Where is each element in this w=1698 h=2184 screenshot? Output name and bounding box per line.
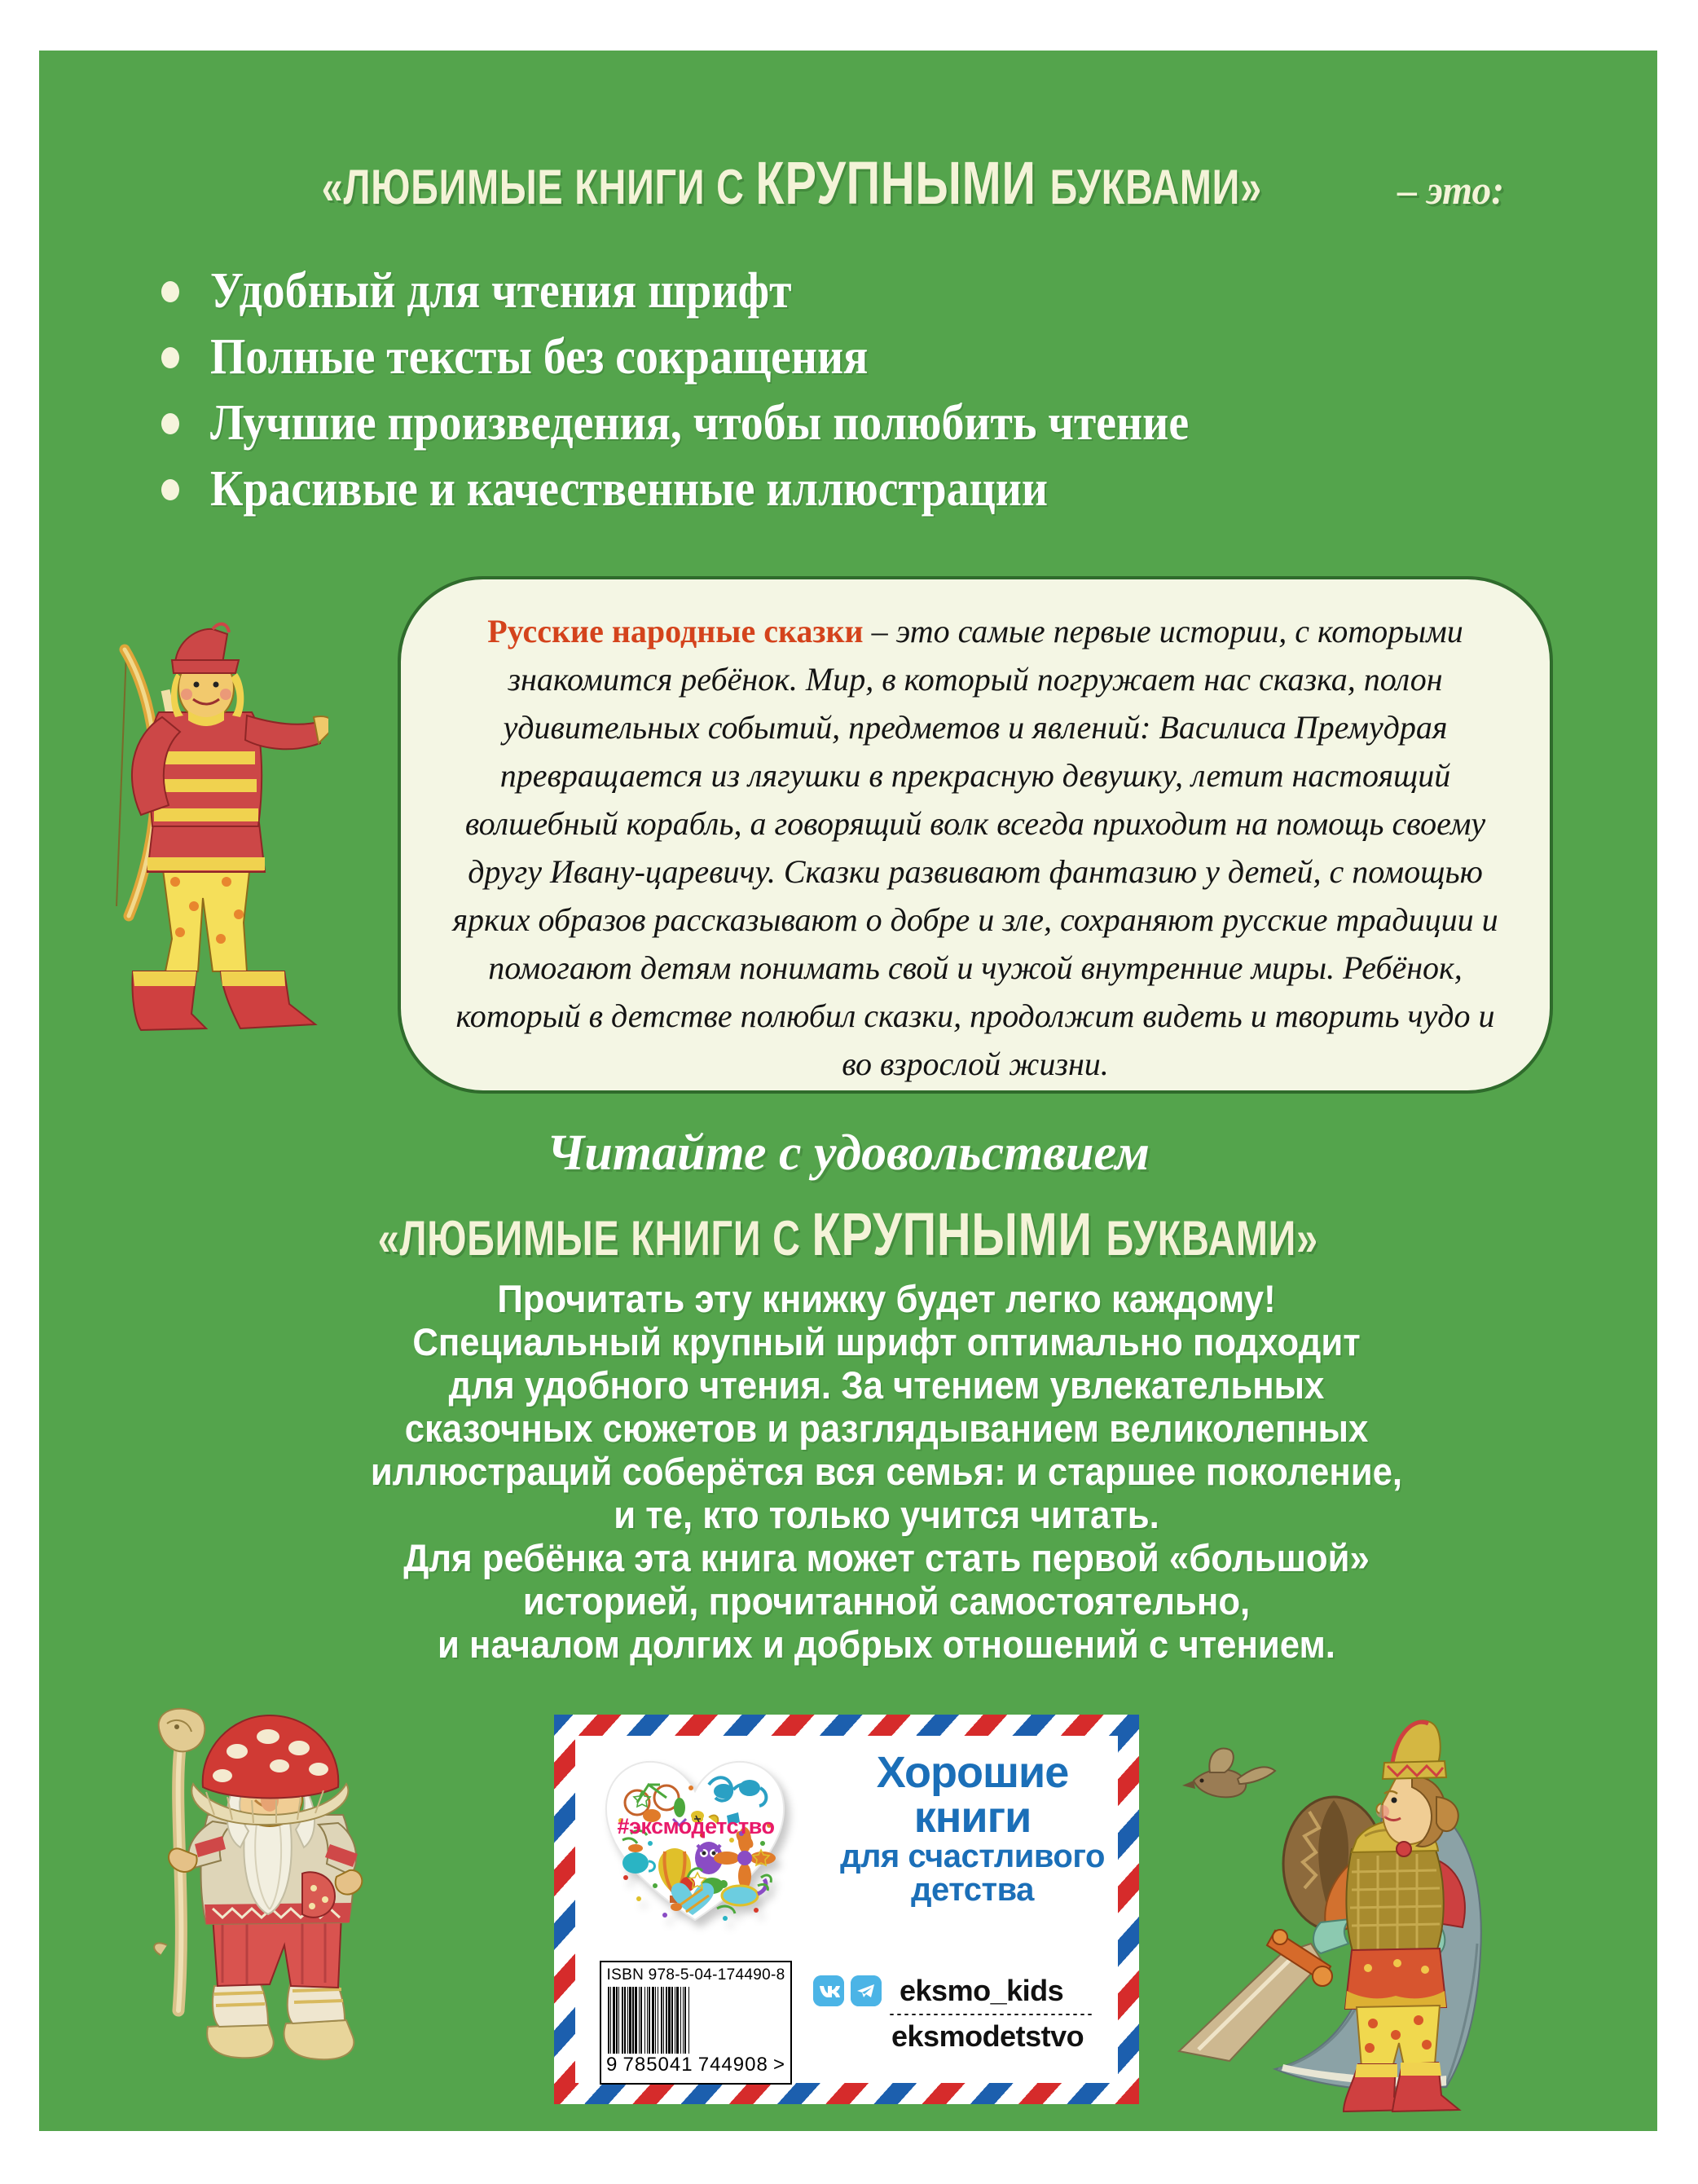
isbn-text: ISBN 978-5-04-174490-8 xyxy=(606,1966,785,1984)
description-text xyxy=(443,607,1507,1088)
blurb-line: Специальный крупный шрифт оптимально подходит xyxy=(412,1320,1361,1363)
bogatyr-warrior-with-sword-illustration xyxy=(1159,1709,1559,2131)
blurb-line: для удобного чтения. За чтением увлекательных xyxy=(448,1363,1325,1407)
blurb-line: и те, кто только учится читать. xyxy=(614,1493,1159,1536)
read-with-pleasure-line: Читайте с удовольствием xyxy=(547,1125,1150,1181)
description-lead: Русские народные сказки xyxy=(487,613,864,649)
list-item-label: Лучшие произведения, чтобы полюбить чтение xyxy=(210,395,1190,451)
barcode-digits xyxy=(606,2054,785,2076)
bullet-dot-icon xyxy=(161,413,179,434)
list-item-label: Красивые и качественные иллюстрации xyxy=(210,461,1049,517)
blurb-line: Прочитать эту книжку будет легко каждому! xyxy=(497,1277,1276,1320)
series-title-secondary xyxy=(39,1200,1657,1269)
slogan-line-3: для счастливого xyxy=(840,1838,1105,1875)
headline2-part2: БУКВАМИ xyxy=(1106,1211,1297,1266)
list-item xyxy=(161,456,1612,522)
flying-bird-illustration xyxy=(1182,1748,1275,1797)
headline2-part-big: КРУПНЫМИ xyxy=(812,1200,1106,1268)
eksmodetstvo-heart-sticker xyxy=(587,1744,805,1948)
vk-icon[interactable] xyxy=(813,1975,844,2006)
dotted-divider xyxy=(888,2013,1093,2016)
blurb-line: иллюстраций соберётся вся семья: и старшее поколение, xyxy=(370,1450,1403,1493)
blurb-line: сказочных сюжетов и разглядыванием великолепных xyxy=(404,1407,1369,1450)
headline-part-big: КРУПНЫМИ xyxy=(755,149,1051,217)
headline-quote-close: » xyxy=(1240,160,1263,214)
green-panel xyxy=(39,51,1657,2131)
headline-suffix: – это: xyxy=(1397,167,1505,213)
list-item-label: Полные тексты без сокращения xyxy=(210,329,869,385)
blurb-line: историей, прочитанной самостоятельно, xyxy=(522,1579,1251,1623)
description-card xyxy=(398,576,1553,1094)
barcode-digit-right: > xyxy=(772,2054,785,2076)
blurb-line: Для ребёнка эта книга может стать первой «большой» xyxy=(403,1536,1370,1579)
barcode-digits-1: 785041 xyxy=(622,2054,693,2076)
list-item xyxy=(161,324,1612,390)
list-item-label: Удобный для чтения шрифт xyxy=(210,263,792,319)
blurb-paragraph xyxy=(227,1277,1546,1666)
publisher-label xyxy=(554,1715,1139,2104)
feature-list xyxy=(161,258,1612,522)
barcode-digits-2: 744908 xyxy=(697,2054,768,2076)
social-handle-telegram[interactable]: eksmodetstvo xyxy=(891,2019,1084,2053)
publisher-slogan xyxy=(812,1750,1133,1907)
headline-part2: БУКВАМИ xyxy=(1050,160,1241,214)
bullet-dot-icon xyxy=(161,281,179,302)
headline2-quote-close: » xyxy=(1296,1211,1319,1266)
bullet-dot-icon xyxy=(161,347,179,368)
barcode-block xyxy=(600,1961,792,2085)
hashtag-label: #эксмодетство xyxy=(617,1814,775,1838)
blurb-line: и началом долгих и добрых отношений с чтением. xyxy=(438,1623,1335,1666)
mushroom-hat-forest-elder-illustration xyxy=(117,1701,394,2100)
headline-quote-open: « xyxy=(322,160,344,214)
barcode-bars xyxy=(608,1987,784,2054)
slogan-line-4: детства xyxy=(911,1871,1034,1908)
headline-part1: ЛЮБИМЫЕ КНИГИ С xyxy=(343,160,756,214)
social-block xyxy=(813,1974,1139,2054)
heart-icon xyxy=(601,1755,789,1925)
bullet-dot-icon xyxy=(161,479,179,500)
archer-with-bow-illustration xyxy=(84,613,328,1061)
slogan-line-1: Хорошие xyxy=(876,1748,1069,1797)
headline2-part1: ЛЮБИМЫЕ КНИГИ С xyxy=(399,1211,812,1266)
list-item xyxy=(161,390,1612,456)
social-handle-vk[interactable]: eksmo_kids xyxy=(900,1974,1064,2007)
telegram-icon[interactable] xyxy=(851,1975,882,2006)
page-title xyxy=(39,148,1657,218)
list-item xyxy=(161,258,1612,324)
slogan-line-2: книги xyxy=(913,1793,1032,1843)
headline2-quote-open: « xyxy=(377,1211,400,1266)
barcode-digit-left: 9 xyxy=(606,2054,618,2076)
description-body: – это самые первые истории, с которыми знакомится ребёнок. Мир, в который погружает нас сказка, полон удивительных событий, предметов и явлений: Василиса Премудрая превращается из лягушки в прекрасную девушку, летит настоящий волшебный корабль, а говорящий волк всегда приходит на помощь своему другу Ивану-царевичу. Сказки развивают фантазию у детей, с помощью ярких образов рассказывают о добре и зле, сохраняют русские традиции и помогают детям понимать свой и чужой внутренние миры. Ребёнок, который в детстве полюбил сказки, продолжит видеть и творить чудо и во взрослой жизни. xyxy=(452,613,1498,1082)
